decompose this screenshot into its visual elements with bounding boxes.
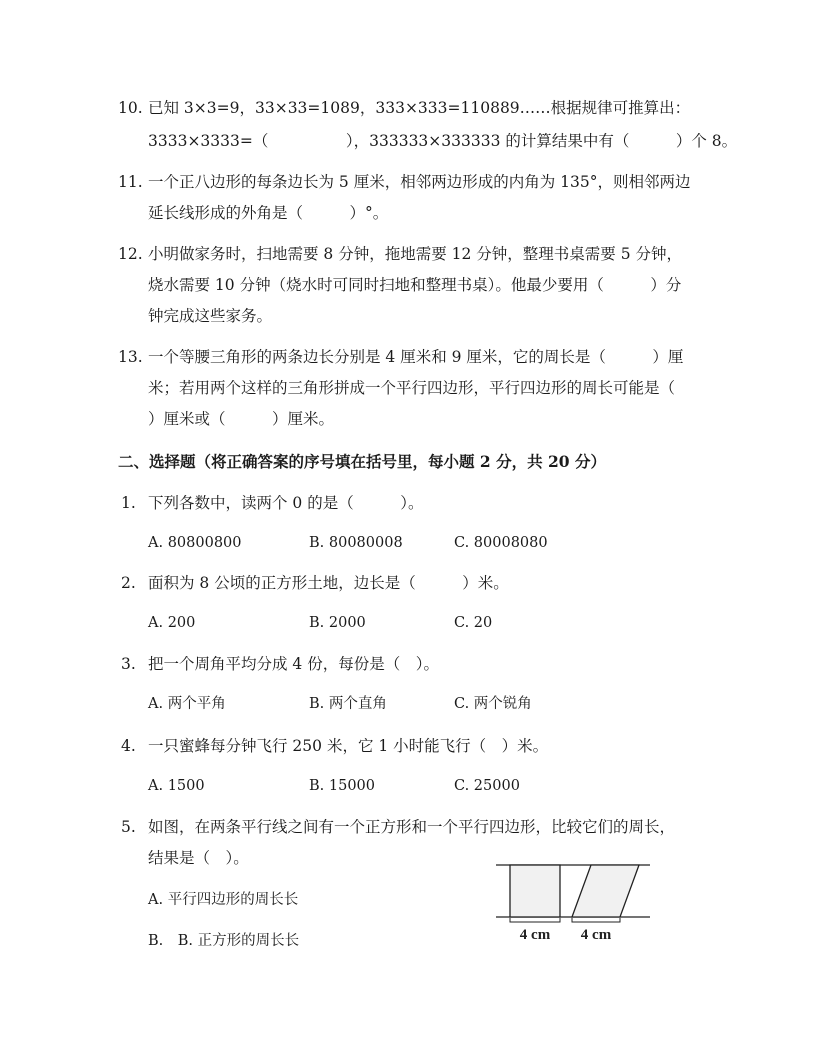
question-number: 3. (121, 655, 136, 673)
option-b: B. 80080008 (309, 535, 403, 551)
question-number: 11. (118, 173, 143, 191)
square-shape (510, 865, 560, 917)
question-text: 烧水需要 10 分钟（烧水时可同时扫地和整理书桌）。他最少要用（ ）分 (148, 276, 682, 294)
question-text: 一只蜜蜂每分钟飞行 250 米，它 1 小时能飞行（ ）米。 (148, 737, 549, 755)
question-number: 5. (121, 818, 136, 836)
option-b: B. B. 正方形的周长长 (148, 933, 300, 949)
square-width-label: 4 cm (519, 927, 551, 943)
parallelogram-width-label: 4 cm (580, 927, 612, 943)
option-a: A. 80800800 (148, 535, 242, 551)
question-text: 面积为 8 公顷的正方形土地，边长是（ ）米。 (148, 574, 509, 592)
question-text: ）厘米或（ ）厘米。 (148, 410, 335, 428)
question-number: 2. (121, 574, 136, 592)
parallel-lines-figure (490, 860, 658, 952)
question-text: 3333×3333=（ ），333333×333333 的计算结果中有（ ）个 8。 (148, 132, 738, 150)
question-text: 延长线形成的外角是（ ）°。 (148, 204, 389, 222)
question-number: 12. (118, 245, 143, 263)
option-c: C. 两个锐角 (454, 696, 532, 712)
question-text: 结果是（ ）。 (148, 849, 249, 867)
question-number: 13. (118, 348, 143, 366)
option-c: C. 25000 (454, 778, 520, 794)
option-a: A. 1500 (148, 778, 205, 794)
question-number: 4. (121, 737, 136, 755)
option-c: C. 20 (454, 615, 493, 631)
parallelogram-width-bracket (572, 918, 620, 922)
question-text: 钟完成这些家务。 (148, 307, 273, 325)
question-text: 一个正八边形的每条边长为 5 厘米，相邻两边形成的内角为 135°，则相邻两边 (148, 173, 691, 191)
question-number: 1. (121, 494, 136, 512)
option-c: C. 80008080 (454, 535, 548, 551)
question-text: 小明做家务时，扫地需要 8 分钟，拖地需要 12 分钟，整理书桌需要 5 分钟， (148, 245, 683, 263)
option-b: B. 2000 (309, 615, 366, 631)
question-text: 下列各数中，读两个 0 的是（ ）。 (148, 494, 424, 512)
square-width-bracket (510, 918, 560, 922)
option-a: A. 两个平角 (148, 696, 226, 712)
parallelogram-shape (572, 865, 639, 917)
question-text: 把一个周角平均分成 4 份，每份是（ ）。 (148, 655, 439, 673)
option-b: B. 15000 (309, 778, 376, 794)
option-a: A. 200 (148, 615, 196, 631)
option-b: B. 两个直角 (309, 696, 387, 712)
question-text: 米；若用两个这样的三角形拼成一个平行四边形，平行四边形的周长可能是（ (148, 379, 676, 397)
option-a: A. 平行四边形的周长长 (148, 892, 299, 908)
section-heading: 二、选择题（将正确答案的序号填在括号里，每小题 2 分，共 20 分） (118, 452, 606, 471)
question-number: 10. (118, 99, 143, 117)
question-text: 已知 3×3=9，33×33=1089，333×333=110889……根据规律可推算出： (148, 99, 691, 117)
question-text: 一个等腰三角形的两条边长分别是 4 厘米和 9 厘米，它的周长是（ ）厘 (148, 348, 684, 366)
question-text: 如图，在两条平行线之间有一个正方形和一个平行四边形，比较它们的周长， (148, 818, 676, 836)
